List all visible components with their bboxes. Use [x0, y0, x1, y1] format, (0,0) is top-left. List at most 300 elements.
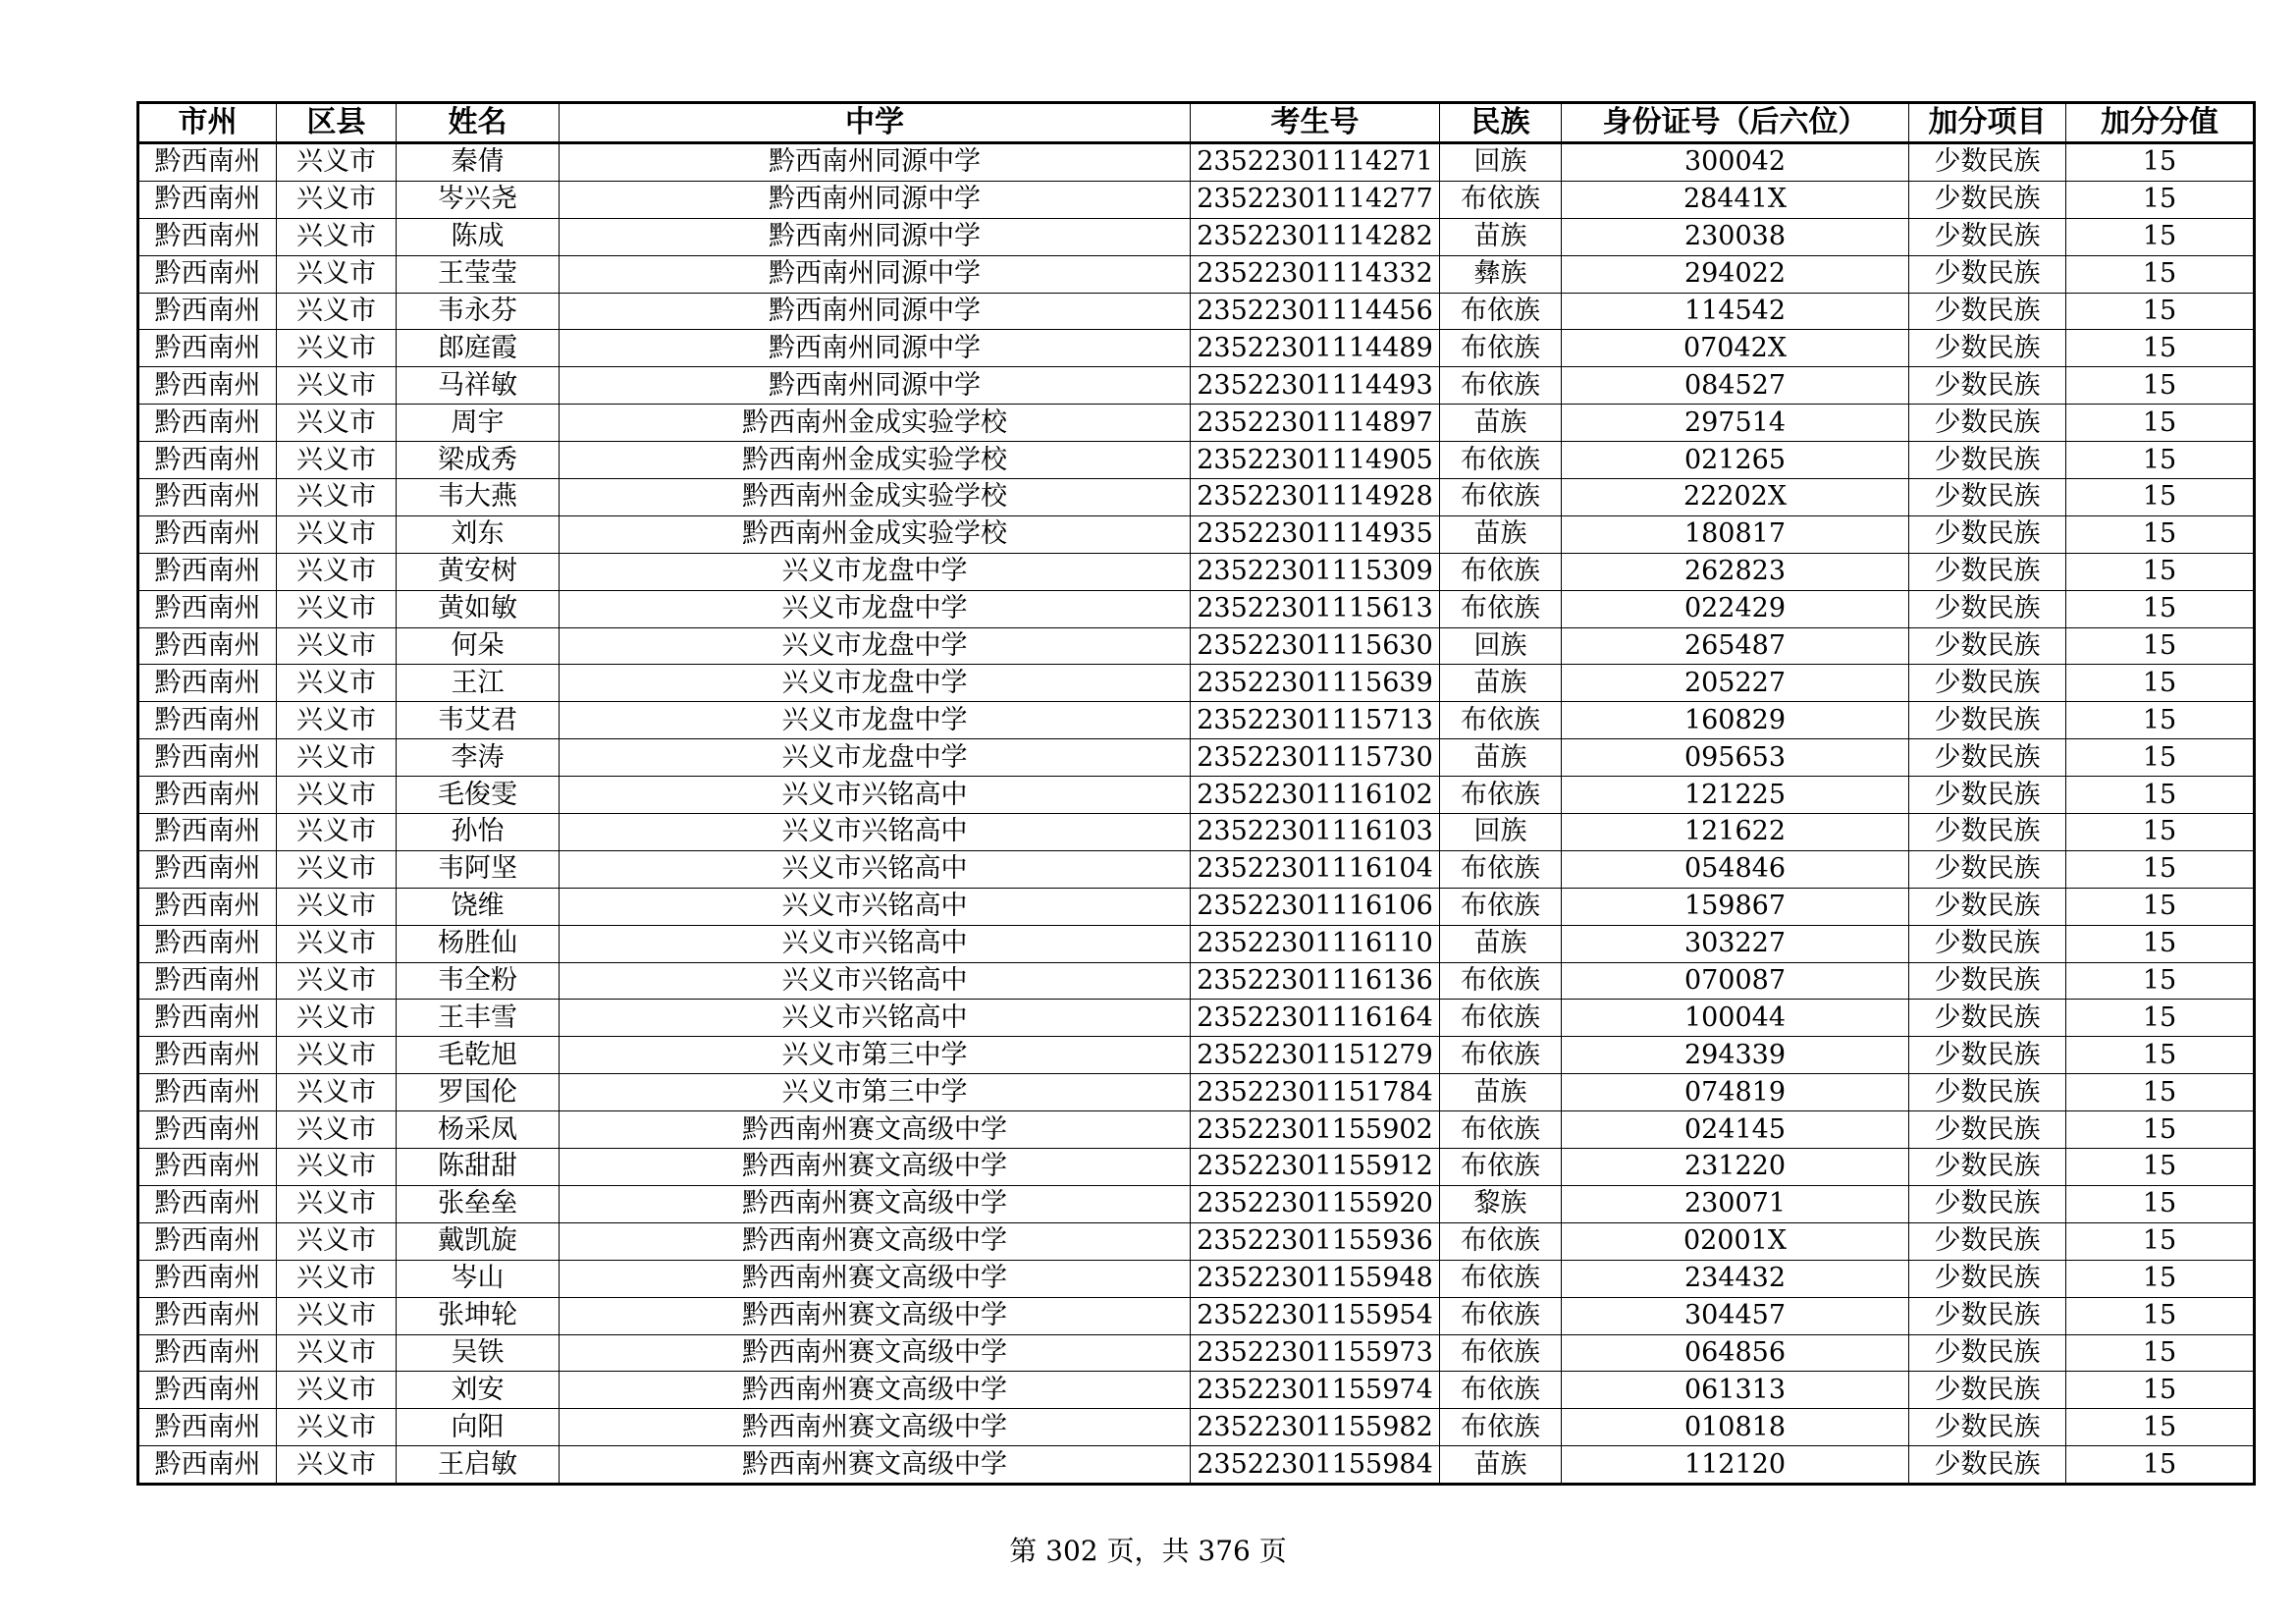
cell-school: 黔西南州同源中学 [560, 255, 1191, 293]
cell-school: 黔西南州赛文高级中学 [560, 1185, 1191, 1222]
cell-id-last6: 121225 [1562, 777, 1909, 814]
cell-name: 饶维 [397, 888, 560, 925]
table-row [138, 1260, 2255, 1297]
cell-city: 黔西南州 [138, 777, 277, 814]
cell-ethnicity: 布依族 [1440, 1149, 1562, 1186]
cell-bonus-item: 少数民族 [1909, 293, 2066, 330]
table-body [138, 143, 2255, 1485]
cell-bonus-points: 15 [2066, 293, 2255, 330]
table-row [138, 255, 2255, 293]
cell-city: 黔西南州 [138, 1037, 277, 1074]
table-row [138, 888, 2255, 925]
cell-name: 王启敏 [397, 1446, 560, 1485]
cell-bonus-points: 15 [2066, 850, 2255, 888]
cell-school: 黔西南州赛文高级中学 [560, 1446, 1191, 1485]
cell-city: 黔西南州 [138, 1000, 277, 1037]
cell-bonus-item: 少数民族 [1909, 1446, 2066, 1485]
cell-exam-id: 23522301114277 [1191, 181, 1440, 218]
cell-bonus-points: 15 [2066, 367, 2255, 405]
cell-county: 兴义市 [277, 218, 397, 255]
cell-id-last6: 300042 [1562, 143, 1909, 182]
cell-bonus-points: 15 [2066, 1409, 2255, 1446]
cell-county: 兴义市 [277, 405, 397, 442]
cell-bonus-points: 15 [2066, 330, 2255, 367]
cell-county: 兴义市 [277, 442, 397, 479]
cell-id-last6: 024145 [1562, 1111, 1909, 1149]
cell-city: 黔西南州 [138, 962, 277, 1000]
cell-school: 黔西南州赛文高级中学 [560, 1149, 1191, 1186]
cell-name: 刘安 [397, 1372, 560, 1409]
cell-ethnicity: 苗族 [1440, 925, 1562, 962]
table-row [138, 777, 2255, 814]
cell-city: 黔西南州 [138, 330, 277, 367]
cell-ethnicity: 布依族 [1440, 702, 1562, 739]
cell-school: 黔西南州赛文高级中学 [560, 1111, 1191, 1149]
header-exam-id: 考生号 [1191, 103, 1440, 143]
cell-id-last6: 074819 [1562, 1074, 1909, 1111]
cell-id-last6: 022429 [1562, 590, 1909, 627]
cell-name: 秦倩 [397, 143, 560, 182]
cell-ethnicity: 苗族 [1440, 1074, 1562, 1111]
cell-ethnicity: 布依族 [1440, 1372, 1562, 1409]
cell-school: 兴义市兴铭高中 [560, 814, 1191, 851]
header-id-last6: 身份证号（后六位） [1562, 103, 1909, 143]
cell-id-last6: 084527 [1562, 367, 1909, 405]
cell-county: 兴义市 [277, 814, 397, 851]
cell-bonus-item: 少数民族 [1909, 888, 2066, 925]
cell-exam-id: 23522301114332 [1191, 255, 1440, 293]
cell-id-last6: 054846 [1562, 850, 1909, 888]
cell-school: 黔西南州金成实验学校 [560, 515, 1191, 553]
cell-exam-id: 23522301114271 [1191, 143, 1440, 182]
cell-ethnicity: 布依族 [1440, 1000, 1562, 1037]
header-row [138, 103, 2255, 143]
cell-exam-id: 23522301116110 [1191, 925, 1440, 962]
cell-ethnicity: 布依族 [1440, 553, 1562, 590]
cell-ethnicity: 布依族 [1440, 293, 1562, 330]
cell-city: 黔西南州 [138, 405, 277, 442]
cell-bonus-points: 15 [2066, 181, 2255, 218]
cell-id-last6: 265487 [1562, 627, 1909, 665]
cell-name: 吴铁 [397, 1334, 560, 1372]
header-bonus-item: 加分项目 [1909, 103, 2066, 143]
cell-id-last6: 205227 [1562, 665, 1909, 702]
cell-bonus-item: 少数民族 [1909, 665, 2066, 702]
cell-bonus-points: 15 [2066, 888, 2255, 925]
cell-name: 何朵 [397, 627, 560, 665]
cell-exam-id: 23522301115309 [1191, 553, 1440, 590]
cell-city: 黔西南州 [138, 1185, 277, 1222]
cell-school: 黔西南州赛文高级中学 [560, 1260, 1191, 1297]
cell-ethnicity: 回族 [1440, 627, 1562, 665]
table-row [138, 553, 2255, 590]
cell-county: 兴义市 [277, 330, 397, 367]
cell-id-last6: 180817 [1562, 515, 1909, 553]
cell-exam-id: 23522301155954 [1191, 1297, 1440, 1334]
cell-name: 黄如敏 [397, 590, 560, 627]
cell-county: 兴义市 [277, 777, 397, 814]
cell-ethnicity: 布依族 [1440, 479, 1562, 516]
table-row [138, 962, 2255, 1000]
cell-county: 兴义市 [277, 143, 397, 182]
cell-county: 兴义市 [277, 962, 397, 1000]
table-row [138, 925, 2255, 962]
cell-id-last6: 095653 [1562, 739, 1909, 777]
cell-school: 黔西南州同源中学 [560, 181, 1191, 218]
cell-exam-id: 23522301114897 [1191, 405, 1440, 442]
cell-city: 黔西南州 [138, 665, 277, 702]
cell-city: 黔西南州 [138, 925, 277, 962]
table-row [138, 1000, 2255, 1037]
cell-school: 兴义市龙盘中学 [560, 702, 1191, 739]
cell-name: 向阳 [397, 1409, 560, 1446]
cell-exam-id: 23522301116106 [1191, 888, 1440, 925]
cell-city: 黔西南州 [138, 293, 277, 330]
cell-exam-id: 23522301155982 [1191, 1409, 1440, 1446]
cell-city: 黔西南州 [138, 181, 277, 218]
cell-exam-id: 23522301155912 [1191, 1149, 1440, 1186]
cell-name: 李涛 [397, 739, 560, 777]
cell-name: 梁成秀 [397, 442, 560, 479]
cell-bonus-item: 少数民族 [1909, 814, 2066, 851]
table-row [138, 1222, 2255, 1260]
cell-school: 兴义市龙盘中学 [560, 627, 1191, 665]
cell-exam-id: 23522301151279 [1191, 1037, 1440, 1074]
cell-exam-id: 23522301116164 [1191, 1000, 1440, 1037]
cell-id-last6: 010818 [1562, 1409, 1909, 1446]
cell-bonus-item: 少数民族 [1909, 962, 2066, 1000]
cell-city: 黔西南州 [138, 1446, 277, 1485]
cell-bonus-item: 少数民族 [1909, 330, 2066, 367]
cell-bonus-points: 15 [2066, 1074, 2255, 1111]
header-city: 市州 [138, 103, 277, 143]
cell-exam-id: 23522301115630 [1191, 627, 1440, 665]
cell-id-last6: 02001X [1562, 1222, 1909, 1260]
cell-name: 黄安树 [397, 553, 560, 590]
table-row [138, 1409, 2255, 1446]
cell-school: 兴义市兴铭高中 [560, 888, 1191, 925]
cell-id-last6: 231220 [1562, 1149, 1909, 1186]
cell-bonus-points: 15 [2066, 1334, 2255, 1372]
cell-city: 黔西南州 [138, 1222, 277, 1260]
table-row [138, 1074, 2255, 1111]
cell-id-last6: 121622 [1562, 814, 1909, 851]
cell-name: 杨采凤 [397, 1111, 560, 1149]
cell-bonus-points: 15 [2066, 1446, 2255, 1485]
score-bonus-table [136, 101, 2256, 1486]
cell-county: 兴义市 [277, 1409, 397, 1446]
table-row [138, 405, 2255, 442]
table-row [138, 218, 2255, 255]
cell-name: 刘东 [397, 515, 560, 553]
cell-name: 周宇 [397, 405, 560, 442]
cell-bonus-points: 15 [2066, 739, 2255, 777]
cell-school: 兴义市第三中学 [560, 1037, 1191, 1074]
cell-bonus-item: 少数民族 [1909, 181, 2066, 218]
table-row [138, 850, 2255, 888]
table-row [138, 1372, 2255, 1409]
cell-city: 黔西南州 [138, 739, 277, 777]
table-row [138, 814, 2255, 851]
cell-ethnicity: 苗族 [1440, 739, 1562, 777]
cell-bonus-points: 15 [2066, 1185, 2255, 1222]
cell-ethnicity: 布依族 [1440, 442, 1562, 479]
cell-bonus-points: 15 [2066, 777, 2255, 814]
cell-ethnicity: 布依族 [1440, 888, 1562, 925]
cell-id-last6: 159867 [1562, 888, 1909, 925]
cell-exam-id: 23522301114282 [1191, 218, 1440, 255]
cell-bonus-item: 少数民族 [1909, 739, 2066, 777]
cell-county: 兴义市 [277, 1297, 397, 1334]
cell-city: 黔西南州 [138, 1149, 277, 1186]
header-bonus-points: 加分分值 [2066, 103, 2255, 143]
cell-school: 黔西南州赛文高级中学 [560, 1334, 1191, 1372]
cell-ethnicity: 苗族 [1440, 405, 1562, 442]
header-name: 姓名 [397, 103, 560, 143]
table-row [138, 665, 2255, 702]
page-footer: 第 302 页，共 376 页 [1009, 1535, 1287, 1567]
cell-city: 黔西南州 [138, 367, 277, 405]
cell-school: 兴义市兴铭高中 [560, 1000, 1191, 1037]
cell-county: 兴义市 [277, 553, 397, 590]
cell-id-last6: 230038 [1562, 218, 1909, 255]
cell-bonus-item: 少数民族 [1909, 479, 2066, 516]
cell-bonus-item: 少数民族 [1909, 367, 2066, 405]
cell-bonus-item: 少数民族 [1909, 255, 2066, 293]
cell-name: 韦永芬 [397, 293, 560, 330]
cell-bonus-item: 少数民族 [1909, 1334, 2066, 1372]
cell-school: 黔西南州赛文高级中学 [560, 1222, 1191, 1260]
cell-ethnicity: 布依族 [1440, 1111, 1562, 1149]
cell-school: 黔西南州同源中学 [560, 143, 1191, 182]
cell-county: 兴义市 [277, 1260, 397, 1297]
cell-county: 兴义市 [277, 590, 397, 627]
cell-county: 兴义市 [277, 515, 397, 553]
cell-name: 戴凯旋 [397, 1222, 560, 1260]
cell-id-last6: 234432 [1562, 1260, 1909, 1297]
table-row [138, 702, 2255, 739]
cell-county: 兴义市 [277, 1111, 397, 1149]
cell-city: 黔西南州 [138, 1260, 277, 1297]
cell-id-last6: 262823 [1562, 553, 1909, 590]
cell-school: 黔西南州金成实验学校 [560, 405, 1191, 442]
cell-county: 兴义市 [277, 888, 397, 925]
cell-name: 王江 [397, 665, 560, 702]
cell-ethnicity: 回族 [1440, 814, 1562, 851]
cell-city: 黔西南州 [138, 218, 277, 255]
cell-ethnicity: 彝族 [1440, 255, 1562, 293]
header-county: 区县 [277, 103, 397, 143]
cell-id-last6: 294339 [1562, 1037, 1909, 1074]
table-row [138, 515, 2255, 553]
cell-county: 兴义市 [277, 181, 397, 218]
cell-exam-id: 23522301114928 [1191, 479, 1440, 516]
cell-school: 黔西南州赛文高级中学 [560, 1297, 1191, 1334]
table-row [138, 479, 2255, 516]
cell-bonus-points: 15 [2066, 962, 2255, 1000]
cell-bonus-points: 15 [2066, 442, 2255, 479]
cell-bonus-points: 15 [2066, 814, 2255, 851]
cell-id-last6: 303227 [1562, 925, 1909, 962]
cell-id-last6: 112120 [1562, 1446, 1909, 1485]
cell-exam-id: 23522301151784 [1191, 1074, 1440, 1111]
cell-id-last6: 28441X [1562, 181, 1909, 218]
cell-exam-id: 23522301114456 [1191, 293, 1440, 330]
cell-ethnicity: 布依族 [1440, 1334, 1562, 1372]
cell-exam-id: 23522301116103 [1191, 814, 1440, 851]
header-school: 中学 [560, 103, 1191, 143]
cell-bonus-item: 少数民族 [1909, 1260, 2066, 1297]
table-row [138, 1334, 2255, 1372]
cell-id-last6: 100044 [1562, 1000, 1909, 1037]
cell-id-last6: 114542 [1562, 293, 1909, 330]
cell-exam-id: 23522301155974 [1191, 1372, 1440, 1409]
cell-bonus-points: 15 [2066, 590, 2255, 627]
cell-name: 毛俊雯 [397, 777, 560, 814]
table-row [138, 1297, 2255, 1334]
cell-name: 韦艾君 [397, 702, 560, 739]
cell-exam-id: 23522301116136 [1191, 962, 1440, 1000]
cell-exam-id: 23522301155902 [1191, 1111, 1440, 1149]
cell-school: 黔西南州同源中学 [560, 330, 1191, 367]
cell-school: 兴义市兴铭高中 [560, 777, 1191, 814]
cell-bonus-item: 少数民族 [1909, 553, 2066, 590]
cell-bonus-item: 少数民族 [1909, 925, 2066, 962]
cell-ethnicity: 布依族 [1440, 850, 1562, 888]
cell-city: 黔西南州 [138, 515, 277, 553]
cell-bonus-item: 少数民族 [1909, 1372, 2066, 1409]
cell-city: 黔西南州 [138, 1297, 277, 1334]
cell-ethnicity: 回族 [1440, 143, 1562, 182]
cell-exam-id: 23522301155936 [1191, 1222, 1440, 1260]
cell-name: 岑兴尧 [397, 181, 560, 218]
cell-exam-id: 23522301115639 [1191, 665, 1440, 702]
cell-ethnicity: 布依族 [1440, 1260, 1562, 1297]
cell-bonus-item: 少数民族 [1909, 1037, 2066, 1074]
cell-bonus-points: 15 [2066, 1222, 2255, 1260]
cell-city: 黔西南州 [138, 255, 277, 293]
cell-name: 张垒垒 [397, 1185, 560, 1222]
cell-bonus-item: 少数民族 [1909, 1074, 2066, 1111]
cell-bonus-points: 15 [2066, 925, 2255, 962]
cell-county: 兴义市 [277, 627, 397, 665]
cell-ethnicity: 布依族 [1440, 1222, 1562, 1260]
cell-ethnicity: 苗族 [1440, 515, 1562, 553]
cell-county: 兴义市 [277, 1074, 397, 1111]
cell-bonus-points: 15 [2066, 665, 2255, 702]
cell-ethnicity: 苗族 [1440, 1446, 1562, 1485]
cell-id-last6: 22202X [1562, 479, 1909, 516]
cell-school: 黔西南州金成实验学校 [560, 479, 1191, 516]
cell-exam-id: 23522301114493 [1191, 367, 1440, 405]
table-row [138, 442, 2255, 479]
cell-ethnicity: 布依族 [1440, 367, 1562, 405]
cell-name: 韦大燕 [397, 479, 560, 516]
cell-county: 兴义市 [277, 1372, 397, 1409]
cell-county: 兴义市 [277, 850, 397, 888]
cell-county: 兴义市 [277, 739, 397, 777]
cell-id-last6: 021265 [1562, 442, 1909, 479]
cell-city: 黔西南州 [138, 1111, 277, 1149]
cell-name: 韦全粉 [397, 962, 560, 1000]
cell-name: 罗国伦 [397, 1074, 560, 1111]
cell-ethnicity: 布依族 [1440, 777, 1562, 814]
cell-school: 兴义市龙盘中学 [560, 553, 1191, 590]
cell-bonus-item: 少数民族 [1909, 1149, 2066, 1186]
cell-school: 兴义市龙盘中学 [560, 665, 1191, 702]
cell-bonus-points: 15 [2066, 1111, 2255, 1149]
cell-bonus-item: 少数民族 [1909, 850, 2066, 888]
cell-county: 兴义市 [277, 1185, 397, 1222]
cell-ethnicity: 苗族 [1440, 218, 1562, 255]
cell-name: 马祥敏 [397, 367, 560, 405]
cell-bonus-item: 少数民族 [1909, 1297, 2066, 1334]
cell-id-last6: 07042X [1562, 330, 1909, 367]
cell-school: 兴义市兴铭高中 [560, 962, 1191, 1000]
cell-bonus-points: 15 [2066, 1000, 2255, 1037]
cell-school: 黔西南州赛文高级中学 [560, 1372, 1191, 1409]
cell-bonus-points: 15 [2066, 255, 2255, 293]
cell-bonus-points: 15 [2066, 553, 2255, 590]
cell-exam-id: 23522301155948 [1191, 1260, 1440, 1297]
table-row [138, 1446, 2255, 1485]
cell-county: 兴义市 [277, 1000, 397, 1037]
cell-city: 黔西南州 [138, 590, 277, 627]
cell-ethnicity: 黎族 [1440, 1185, 1562, 1222]
cell-bonus-points: 15 [2066, 1149, 2255, 1186]
cell-city: 黔西南州 [138, 850, 277, 888]
cell-bonus-item: 少数民族 [1909, 590, 2066, 627]
cell-city: 黔西南州 [138, 814, 277, 851]
cell-bonus-item: 少数民族 [1909, 1111, 2066, 1149]
cell-city: 黔西南州 [138, 888, 277, 925]
table-row [138, 330, 2255, 367]
table-row [138, 1111, 2255, 1149]
table-row [138, 739, 2255, 777]
cell-county: 兴义市 [277, 1446, 397, 1485]
table-header [138, 103, 2255, 143]
table-row [138, 293, 2255, 330]
cell-exam-id: 23522301116102 [1191, 777, 1440, 814]
header-ethnicity: 民族 [1440, 103, 1562, 143]
table-row [138, 143, 2255, 182]
cell-exam-id: 23522301155973 [1191, 1334, 1440, 1372]
cell-id-last6: 061313 [1562, 1372, 1909, 1409]
cell-bonus-item: 少数民族 [1909, 702, 2066, 739]
cell-city: 黔西南州 [138, 1372, 277, 1409]
cell-school: 黔西南州同源中学 [560, 367, 1191, 405]
cell-bonus-points: 15 [2066, 218, 2255, 255]
table-row [138, 367, 2255, 405]
cell-name: 王莹莹 [397, 255, 560, 293]
cell-bonus-points: 15 [2066, 1037, 2255, 1074]
cell-county: 兴义市 [277, 293, 397, 330]
cell-county: 兴义市 [277, 665, 397, 702]
cell-bonus-item: 少数民族 [1909, 515, 2066, 553]
cell-ethnicity: 苗族 [1440, 665, 1562, 702]
cell-ethnicity: 布依族 [1440, 330, 1562, 367]
cell-city: 黔西南州 [138, 553, 277, 590]
cell-bonus-item: 少数民族 [1909, 1000, 2066, 1037]
cell-school: 兴义市龙盘中学 [560, 590, 1191, 627]
cell-name: 韦阿坚 [397, 850, 560, 888]
cell-exam-id: 23522301114905 [1191, 442, 1440, 479]
cell-school: 兴义市兴铭高中 [560, 925, 1191, 962]
cell-ethnicity: 布依族 [1440, 1297, 1562, 1334]
cell-county: 兴义市 [277, 1037, 397, 1074]
cell-city: 黔西南州 [138, 1334, 277, 1372]
cell-county: 兴义市 [277, 1222, 397, 1260]
